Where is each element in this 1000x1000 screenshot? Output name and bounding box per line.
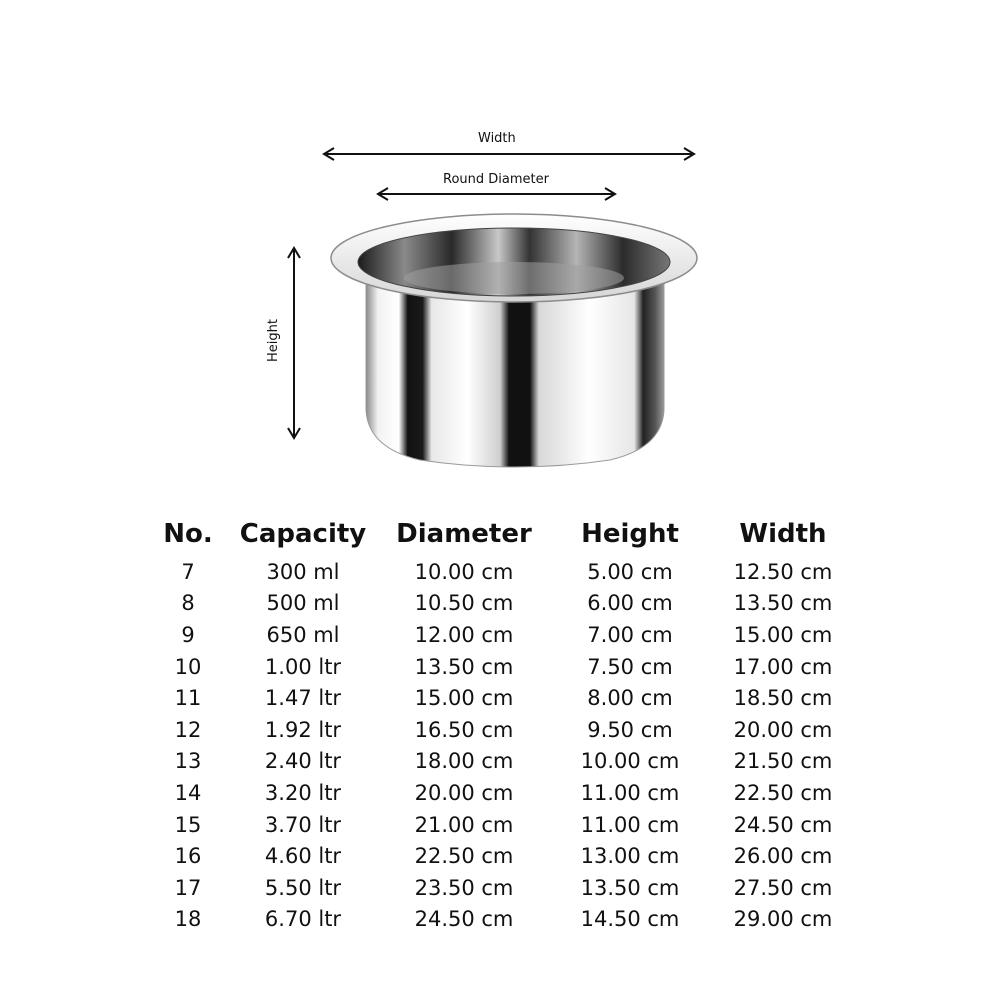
cell-height: 7.50 cm [587, 654, 673, 679]
cell-diameter: 21.00 cm [414, 812, 514, 837]
cell-capacity: 500 ml [266, 591, 340, 616]
cell-no: 10 [174, 654, 202, 679]
cell-diameter: 22.50 cm [414, 844, 514, 869]
cell-diameter: 10.00 cm [414, 559, 514, 584]
cell-width: 12.50 cm [733, 559, 833, 584]
cell-capacity: 3.20 ltr [264, 780, 342, 805]
table-row [140, 746, 864, 778]
cell-diameter: 23.50 cm [414, 875, 514, 900]
cell-capacity: 6.70 ltr [264, 907, 342, 932]
width-arrow [324, 148, 694, 160]
cell-no: 9 [181, 622, 195, 647]
table-row [140, 904, 864, 936]
table-row [140, 682, 864, 714]
cell-width: 20.00 cm [733, 717, 833, 742]
cell-capacity: 4.60 ltr [264, 844, 342, 869]
cell-diameter: 12.00 cm [414, 622, 514, 647]
width-label: Width [478, 131, 516, 146]
table-header-row [140, 512, 864, 556]
table-row [140, 872, 864, 904]
cell-no: 18 [174, 907, 202, 932]
cell-width: 22.50 cm [733, 780, 833, 805]
cell-capacity: 5.50 ltr [264, 875, 342, 900]
cell-height: 13.50 cm [580, 875, 680, 900]
cell-height: 13.00 cm [580, 844, 680, 869]
cell-capacity: 1.00 ltr [264, 654, 342, 679]
cell-no: 17 [174, 875, 202, 900]
table-row [140, 619, 864, 651]
table-row [140, 556, 864, 588]
cell-height: 11.00 cm [580, 780, 680, 805]
cell-width: 27.50 cm [733, 875, 833, 900]
cell-diameter: 16.50 cm [414, 717, 514, 742]
cell-no: 16 [174, 844, 202, 869]
cell-capacity: 1.92 ltr [264, 717, 342, 742]
cell-no: 7 [181, 559, 195, 584]
cell-capacity: 300 ml [266, 559, 340, 584]
cell-no: 14 [174, 780, 202, 805]
cell-no: 11 [174, 686, 202, 711]
header-capacity: Capacity [239, 519, 367, 549]
table-row [140, 588, 864, 620]
cell-width: 17.00 cm [733, 654, 833, 679]
table-row [140, 651, 864, 683]
cell-height: 5.00 cm [587, 559, 673, 584]
cell-capacity: 650 ml [266, 622, 340, 647]
cell-no: 8 [181, 591, 195, 616]
cell-width: 21.50 cm [733, 749, 833, 774]
round-diameter-arrow [378, 188, 615, 200]
cell-height: 14.50 cm [580, 907, 680, 932]
cell-no: 15 [174, 812, 202, 837]
cell-height: 10.00 cm [580, 749, 680, 774]
cell-width: 15.00 cm [733, 622, 833, 647]
cell-diameter: 10.50 cm [414, 591, 514, 616]
cell-width: 13.50 cm [733, 591, 833, 616]
pot-image [331, 214, 697, 467]
cell-diameter: 20.00 cm [414, 780, 514, 805]
cell-width: 26.00 cm [733, 844, 833, 869]
height-arrow [288, 248, 300, 438]
table-row [140, 777, 864, 809]
header-no: No. [163, 519, 213, 549]
cell-diameter: 15.00 cm [414, 686, 514, 711]
cell-height: 7.00 cm [587, 622, 673, 647]
height-label: Height [265, 319, 281, 362]
header-diameter: Diameter [396, 519, 532, 549]
cell-no: 12 [174, 717, 202, 742]
cell-capacity: 3.70 ltr [264, 812, 342, 837]
cell-diameter: 24.50 cm [414, 907, 514, 932]
round-diameter-label: Round Diameter [443, 172, 549, 187]
table-row [140, 714, 864, 746]
header-width: Width [739, 519, 827, 549]
cell-height: 6.00 cm [587, 591, 673, 616]
header-height: Height [581, 519, 679, 549]
table-row [140, 840, 864, 872]
cell-diameter: 18.00 cm [414, 749, 514, 774]
cell-diameter: 13.50 cm [414, 654, 514, 679]
cell-width: 24.50 cm [733, 812, 833, 837]
cell-width: 18.50 cm [733, 686, 833, 711]
table-row [140, 809, 864, 841]
cell-height: 8.00 cm [587, 686, 673, 711]
cell-height: 9.50 cm [587, 717, 673, 742]
cell-capacity: 1.47 ltr [264, 686, 342, 711]
cell-capacity: 2.40 ltr [264, 749, 342, 774]
cell-width: 29.00 cm [733, 907, 833, 932]
cell-no: 13 [174, 749, 202, 774]
cell-height: 11.00 cm [580, 812, 680, 837]
size-table [140, 512, 864, 935]
